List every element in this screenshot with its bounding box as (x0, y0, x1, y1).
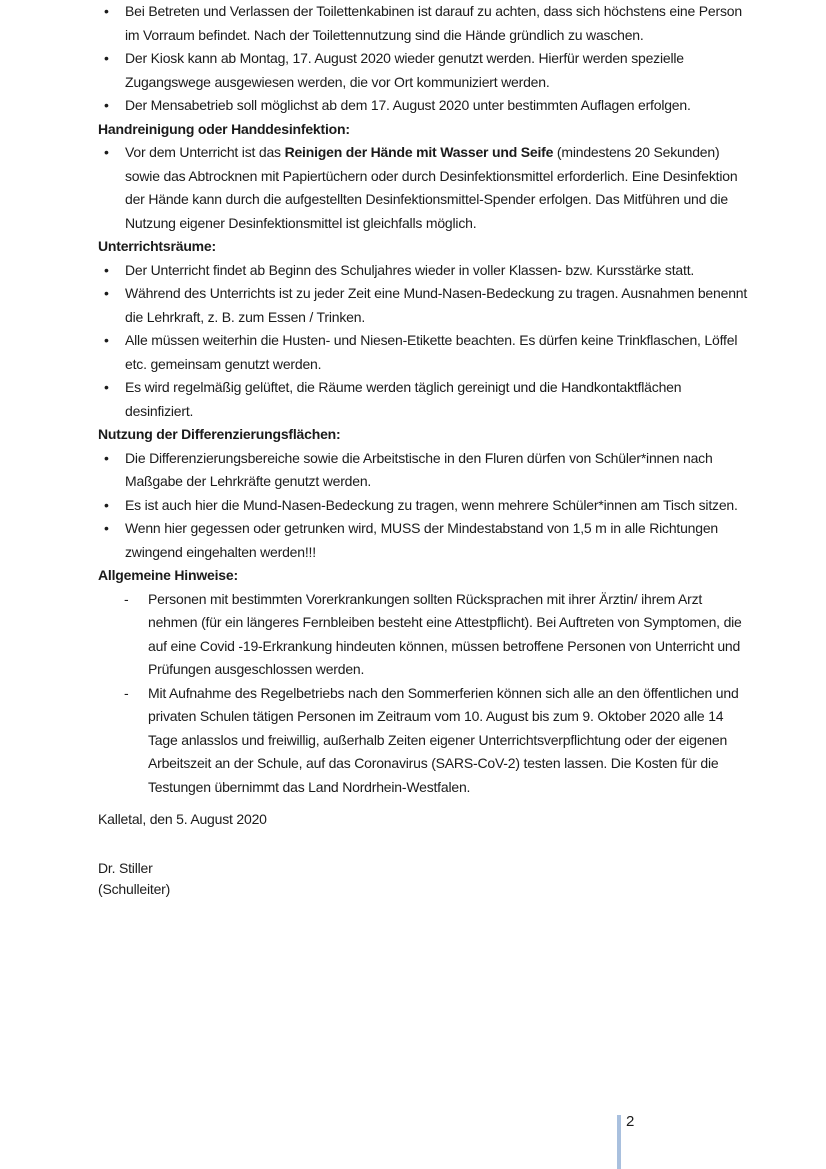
list-item (98, 47, 752, 94)
list-item-text: Der Kiosk kann ab Montag, 17. August 2020 wieder genutzt werden. Hierfür werden spezielle Zugangswege ausgewiesen werden, die vor Ort kommuniziert werden. (125, 50, 684, 90)
list-item-text: Der Unterricht findet ab Beginn des Schuljahres wieder in voller Klassen- bzw. Kursstärke statt. (125, 261, 695, 278)
bullet-marker-icon: • (104, 496, 109, 513)
hand-hygiene-bullet-list (98, 141, 752, 235)
list-item-text: Personen mit bestimmten Vorerkrankungen sollten Rücksprachen mit ihrer Ärztin/ ihrem Arzt nehmen (für ein längeres Fernbleiben besteht eine Attestpflicht). Bei Auftreten von Symptomen, die auf eine Covid -19-Erkrankung hindeuten können, müssen betroffene Personen von Unterricht und Prüfungen ausgeschlossen werden. (148, 590, 742, 677)
section-heading-classrooms: Unterrichtsräume: (98, 238, 216, 254)
signature-role: (Schulleiter) (98, 880, 171, 897)
bullet-marker-icon: • (104, 261, 109, 278)
bullet-marker-icon: • (104, 520, 109, 536)
list-item-text: Der Mensabetrieb soll möglichst ab dem 17. August 2020 unter bestimmten Auflagen erfolgen. (125, 97, 691, 113)
classrooms-bullet-list (98, 259, 752, 424)
section-heading-general-notes: Allgemeine Hinweise: (98, 567, 238, 583)
list-item (98, 588, 752, 682)
text-segment: Vor dem Unterricht ist das (125, 144, 285, 160)
list-item (98, 376, 752, 423)
page-number-bar (617, 1115, 621, 1169)
list-item-text: Während des Unterrichts ist zu jeder Zeit eine Mund-Nasen-Bedeckung zu tragen. Ausnahmen benennt die Lehrkraft, z. B. zum Essen / Trinken. (125, 285, 748, 325)
intro-bullet-list (98, 0, 752, 118)
bullet-marker-icon: • (104, 3, 109, 19)
bullet-marker-icon: • (104, 50, 109, 66)
dash-marker-icon: - (124, 684, 129, 701)
list-item-text: Es wird regelmäßig gelüftet, die Räume werden täglich gereinigt und die Handkontaktflächen desinfiziert. (125, 379, 682, 419)
list-item-text: Mit Aufnahme des Regelbetriebs nach den Sommerferien können sich alle an den öffentlichen und privaten Schulen tätigen Personen im Zeitraum vom 10. August bis zum 9. Oktober 2020 alle 14 Tage anlasslos und freiwillig, außerhalb Zeiten eigener Unterrichtsverpflichtung oder der eigenen Arbeitszeit an der Schule, auf das Coronavirus (SARS-CoV-2) testen lassen. Die Kosten für die Testungen übernimmt das Land Nordrhein-Westfalen. (148, 684, 739, 795)
bullet-marker-icon: • (104, 285, 109, 301)
bullet-marker-icon: • (104, 97, 109, 113)
list-item (98, 517, 752, 564)
document-content (98, 0, 752, 900)
list-item-text: Die Differenzierungsbereiche sowie die Arbeitstische in den Fluren dürfen von Schüler*innen nach Maßgabe der Lehrkräfte genutzt werden. (125, 449, 713, 489)
general-notes-dash-list (98, 588, 752, 800)
list-item (98, 447, 752, 494)
signature-name: Dr. Stiller (98, 859, 153, 876)
list-item-text: Bei Betreten und Verlassen der Toilettenkabinen ist darauf zu achten, dass sich höchstens eine Person im Vorraum befindet. Nach der Toilettennutzung sind die Hände gründlich zu waschen. (125, 3, 742, 43)
bold-text-segment: Reinigen der Hände mit Wasser und Seife (284, 144, 554, 160)
list-item (98, 282, 752, 329)
list-item (98, 494, 752, 518)
list-item (98, 682, 752, 800)
bullet-marker-icon: • (104, 379, 109, 395)
list-item-text (125, 144, 737, 231)
section-heading-hand-hygiene: Handreinigung oder Handdesinfektion: (98, 120, 350, 137)
list-item (98, 0, 752, 47)
list-item-text: Wenn hier gegessen oder getrunken wird, MUSS der Mindestabstand von 1,5 m in alle Richtungen zwingend eingehalten werden!!! (125, 520, 719, 560)
bullet-marker-icon: • (104, 332, 109, 348)
list-item-text: Es ist auch hier die Mund-Nasen-Bedeckung zu tragen, wenn mehrere Schüler*innen am Tisch sitzen. (125, 496, 738, 513)
list-item (98, 329, 752, 376)
signature-block (98, 858, 752, 900)
differentiation-bullet-list (98, 447, 752, 565)
list-item-text: Alle müssen weiterhin die Husten- und Niesen-Etikette beachten. Es dürfen keine Trinkflaschen, Löffel etc. gemeinsam genutzt werden. (125, 332, 738, 372)
dash-marker-icon: - (124, 590, 129, 607)
list-item (98, 259, 752, 283)
place-date-line: Kalletal, den 5. August 2020 (98, 811, 267, 827)
text-segment: (mindestens 20 Sekunden) sowie das Abtrocknen mit Papiertüchern oder durch Desinfektionsmittel erforderlich. Eine Desinfektion der Hände kann durch die aufgestellten Desinfektionsmittel-Spender erfolgen. Das Mitführen und die Nutzung eigener Desinfektionsmittel ist gleichfalls möglich. (125, 144, 738, 231)
section-heading-differentiation-areas: Nutzung der Differenzierungsflächen: (98, 426, 341, 442)
bullet-marker-icon: • (104, 144, 109, 160)
bullet-marker-icon: • (104, 449, 109, 466)
list-item (98, 141, 752, 235)
page-number: 2 (626, 1113, 635, 1130)
list-item (98, 94, 752, 118)
